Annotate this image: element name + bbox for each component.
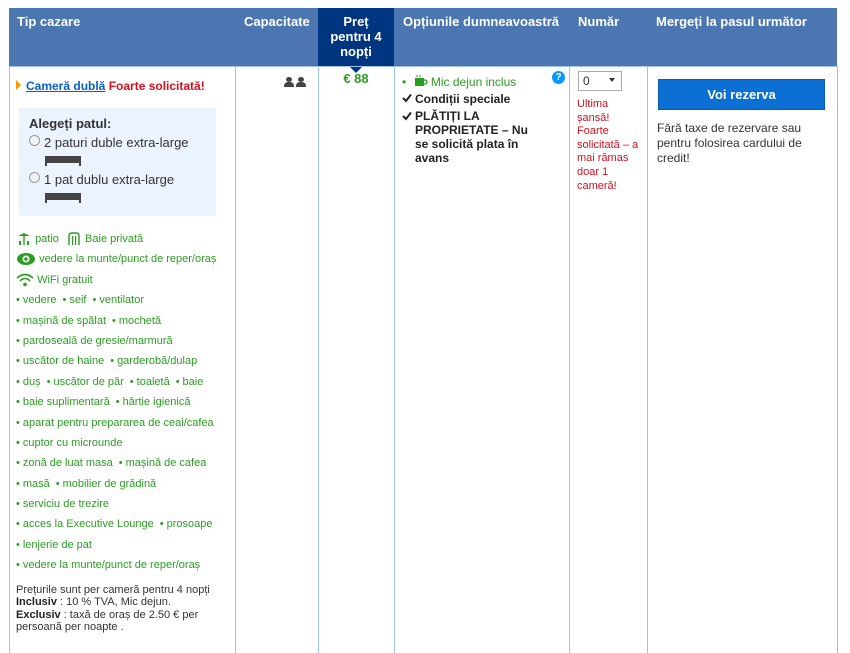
amenity-row [16,331,230,351]
amenity-wifi: WiFi gratuit [37,273,93,286]
header-next-step: Mergeți la pasul următor [656,14,807,29]
amenity-item: • mașină de spălat [16,314,107,327]
amenity-item: • zonă de luat masa [16,457,113,470]
amenities-list [16,229,230,576]
amenity-item: • toaletă [129,375,170,388]
bed-icon [45,153,81,166]
amenity-item: • cuptor cu microunde [16,436,123,449]
room-title [16,79,230,93]
amenity-item: • mașină de cafea [118,457,207,470]
bathroom-icon [66,231,82,247]
options-cell [402,74,567,165]
room-quantity-select[interactable] [578,71,622,91]
radio-button[interactable] [29,172,40,183]
amenity-item: • seif [62,294,87,307]
amenity-row [16,555,230,575]
bed-icon [45,190,81,203]
amenity-private-bath: Baie privată [85,233,144,245]
amenity-bullets [16,290,230,575]
wifi-icon [16,273,34,287]
amenity-item: • mobilier de grădină [55,477,157,490]
no-fees-note: Fără taxe de rezervare sau pentru folosirea cardului de credit! [657,121,802,165]
header-room-type: Tip cazare [17,14,81,29]
header-price: Preț pentru 4 nopți [318,8,394,66]
bed-option-1[interactable] [29,135,206,166]
amenity-item: • aparat pentru prepararea de ceai/cafea [16,416,214,429]
amenity-row [16,453,230,473]
amenity-row [16,433,230,453]
col-border [837,66,838,653]
amenity-item: • garderobă/dulap [110,355,198,368]
amenity-item: • pardoseală de gresie/marmură [16,334,173,347]
check-icon [402,111,412,121]
amenity-item: • baie suplimentară [16,396,110,409]
reserve-button[interactable]: Voi rezerva [658,79,825,110]
room-name-link[interactable]: Cameră dublă [26,79,106,93]
patio-icon [16,231,32,247]
amenity-item: • uscător de păr [46,375,124,388]
bed-choice-title: Alegeți patul: [29,116,112,131]
amenity-item: • lenjerie de pat [16,538,92,551]
col-border [647,66,648,653]
bed-option-2[interactable] [29,172,206,203]
amenity-item: • baie [175,375,204,388]
header-options: Opțiunile dumneavoastră [403,14,560,29]
amenity-row [16,351,230,371]
amenity-item: • vedere la munte/punct de reper/oraș [16,559,201,572]
amenity-item: • masă [16,477,50,490]
option-special-conditions [402,92,567,106]
capacity-cell [282,74,306,92]
header-number: Număr [578,14,620,29]
amenity-row [16,494,230,514]
coffee-cup-icon [414,74,428,88]
availability-warning: Ultima șansă! Foarte solicitată – a mai rămas doar 1 cameră! [577,98,639,192]
amenity-item: • mochetă [112,314,162,327]
bed-option-label: 1 pat dublu extra-large [44,172,175,187]
price-note [16,584,230,634]
amenity-row [16,311,230,331]
radio-button[interactable] [29,135,40,146]
amenity-item: • prosoape [159,518,213,531]
col-border [318,66,319,653]
amenity-item: • vedere [16,294,57,307]
quantity-selected-value: 0 [583,74,590,88]
pay-at-property-label: PLĂTIȚI LA PROPRIETATE – Nu se solicită plata în avans [415,109,528,165]
amenity-view: vedere la munte/punct de reper/oraș [39,253,217,266]
amenity-item: • ventilator [92,294,144,307]
price-value: € 88 [343,71,369,86]
price-note-included: Inclusiv : 10 % TVA, Mic dejun. [16,596,171,609]
col-border [569,66,570,653]
option-pay-at-property [402,109,567,165]
amenity-item: • hârtie igienică [115,396,191,409]
col-border [235,66,236,653]
amenity-row [16,392,230,412]
chevron-down-icon [609,78,615,82]
amenity-row [16,290,230,310]
amenity-row [16,474,230,494]
amenity-row [16,229,230,249]
room-type-cell [16,79,230,634]
price-note-excluded: Exclusiv : taxă de oraș de 2.50 € per persoană per noapte . [16,608,199,634]
help-icon[interactable]: ? [552,71,565,84]
amenity-item: • uscător de haine [16,355,105,368]
header-capacity: Capacitate [244,14,310,29]
amenity-row [16,514,230,534]
breakfast-label: Mic dejun inclus [430,75,517,89]
amenity-row [16,413,230,433]
high-demand-badge: Foarte solicitată! [108,79,205,93]
check-icon [402,93,412,103]
amenity-item: • duș [16,375,41,388]
bed-choice-box [19,108,216,216]
col-border [9,66,10,653]
person-icon [284,77,294,87]
amenity-row [16,249,230,269]
amenity-item: • serviciu de trezire [16,498,110,511]
amenity-row [16,270,230,290]
price-note-line: Prețurile sunt per cameră pentru 4 nopți [16,583,210,596]
special-conditions-label[interactable]: Condiții speciale [415,92,511,106]
row-divider [9,66,837,67]
option-breakfast: • Mic dejun inclus [402,75,517,89]
bed-option-label: 2 paturi duble extra-large [44,135,189,150]
person-icon [296,77,306,87]
view-icon [16,252,36,266]
amenity-row [16,372,230,392]
amenity-item: • acces la Executive Lounge [16,518,154,531]
amenity-row [16,535,230,555]
expand-arrow-icon [16,80,21,90]
col-border [394,66,395,653]
amenity-patio: patio [35,233,59,245]
